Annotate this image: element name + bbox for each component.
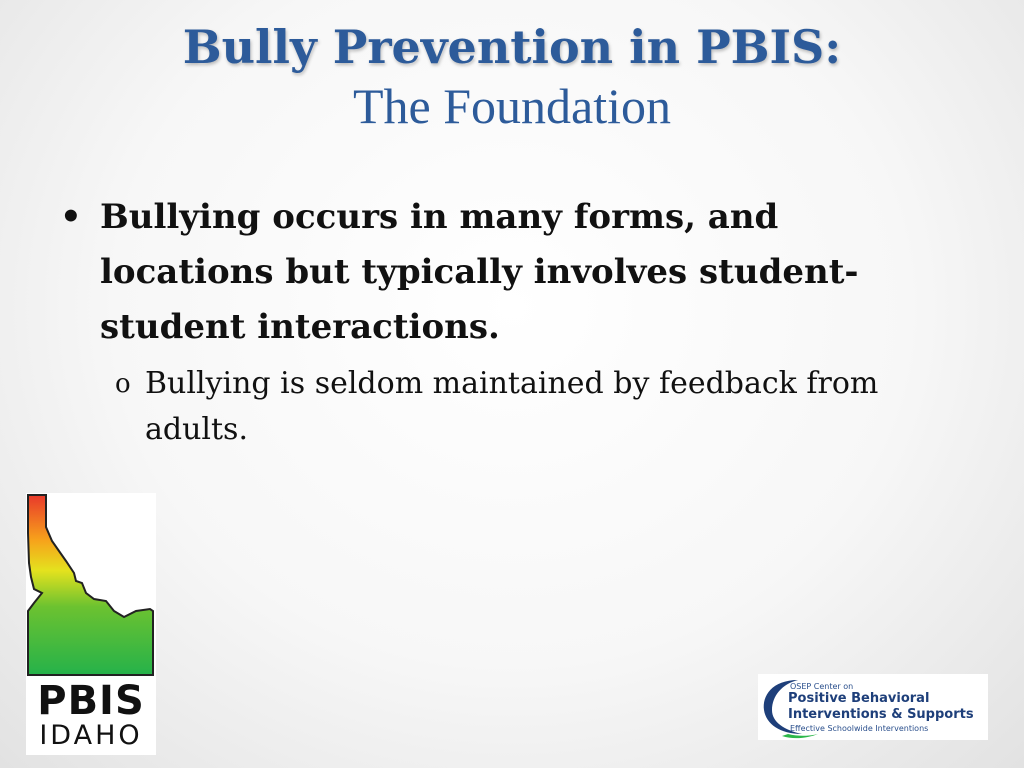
slide-subtitle: The Foundation — [352, 78, 672, 134]
bullet-item — [60, 190, 960, 355]
slide-title-block — [0, 18, 1024, 136]
logo-pbis-text: PBIS — [37, 678, 145, 724]
logo-tagline-text: Effective Schoolwide Interventions — [790, 724, 929, 733]
logo-osep-text: OSEP Center on — [790, 682, 854, 691]
pbis-idaho-logo — [26, 493, 156, 755]
logo-interventions-text: Interventions & Supports — [788, 707, 974, 722]
bullet-marker: • — [60, 197, 82, 237]
sub-bullet-marker: o — [115, 369, 131, 399]
bullet-list — [60, 190, 960, 453]
sub-bullet-text: Bullying is seldom maintained by feedback from adults. — [145, 366, 879, 447]
idaho-state-map-icon — [26, 493, 156, 679]
slide-title: Bully Prevention in PBIS: — [182, 20, 842, 74]
logo-pbs-text: Positive Behavioral — [788, 691, 930, 706]
osep-pbis-logo — [758, 674, 988, 740]
logo-idaho-text: IDAHO — [39, 720, 143, 751]
bullet-text: Bullying occurs in many forms, and locations but typically involves student-student interactions. — [100, 197, 859, 347]
sub-bullet-item — [115, 361, 960, 453]
